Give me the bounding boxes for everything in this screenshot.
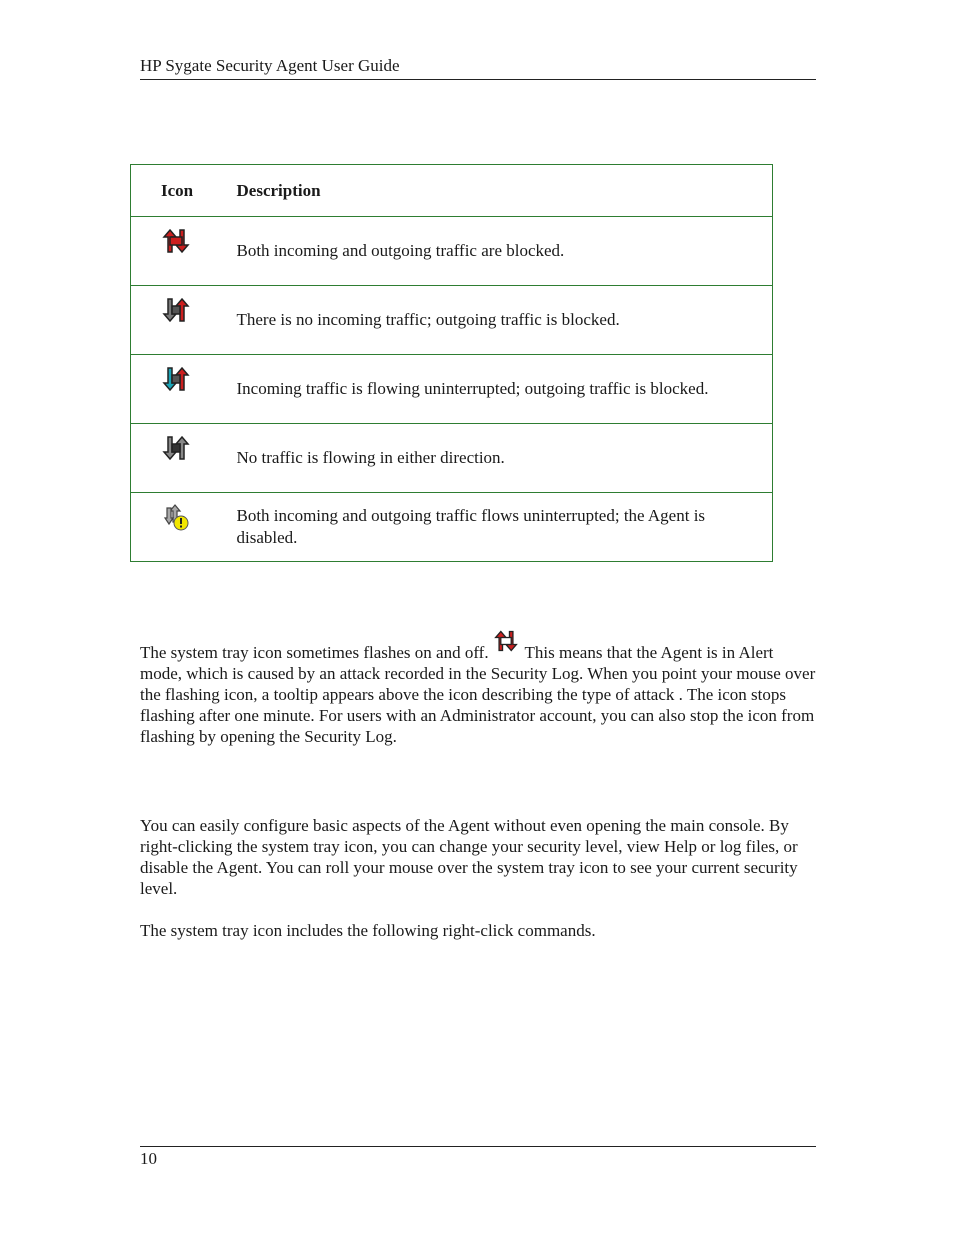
icon-legend-table — [130, 164, 773, 562]
table-row — [131, 286, 773, 355]
alert-mode-paragraph — [140, 628, 816, 747]
table-row — [131, 493, 773, 562]
table-row — [131, 424, 773, 493]
running-header: HP Sygate Security Agent User Guide — [140, 55, 816, 80]
blocked-both-icon — [161, 226, 191, 256]
row-description: Both incoming and outgoing traffic are blocked. — [237, 217, 773, 286]
alert-text-before: The system tray icon sometimes flashes on and off. — [140, 643, 489, 662]
agent-disabled-icon — [161, 502, 191, 532]
row-description: No traffic is flowing in either direction. — [237, 424, 773, 493]
alert-flashing-icon — [493, 628, 519, 654]
footer-rule — [140, 1146, 816, 1147]
row-description: There is no incoming traffic; outgoing traffic is blocked. — [237, 286, 773, 355]
incoming-flowing-outgoing-blocked-icon — [161, 364, 191, 394]
table-header-row — [131, 165, 773, 217]
page-number: 10 — [140, 1149, 157, 1168]
commands-paragraph: The system tray icon includes the following right-click commands. — [140, 921, 596, 940]
alert-text-after: This means that the Agent is in Alert mode, which is caused by an attack recorded in the Security Log. When you point your mouse over the flashing icon, a tooltip appears above the icon describing the type of attack . The icon stops flashing after one minute. For users with an Administrator account, you can also stop the icon from flashing by opening the Security Log. — [140, 643, 816, 746]
column-header-icon: Icon — [131, 165, 237, 217]
table-row — [131, 217, 773, 286]
row-description: Both incoming and outgoing traffic flows uninterrupted; the Agent is disabled. — [237, 493, 773, 562]
table-row — [131, 355, 773, 424]
row-description: Incoming traffic is flowing uninterrupted; outgoing traffic is blocked. — [237, 355, 773, 424]
outgoing-blocked-icon — [161, 295, 191, 325]
column-header-description: Description — [237, 165, 773, 217]
configure-paragraph: You can easily configure basic aspects of the Agent without even opening the main console. By right-clicking the system tray icon, you can change your security level, view Help or log files, or disable the Agent. You can roll your mouse over the system tray icon to see your current security level. — [140, 816, 798, 898]
no-traffic-icon — [161, 433, 191, 463]
